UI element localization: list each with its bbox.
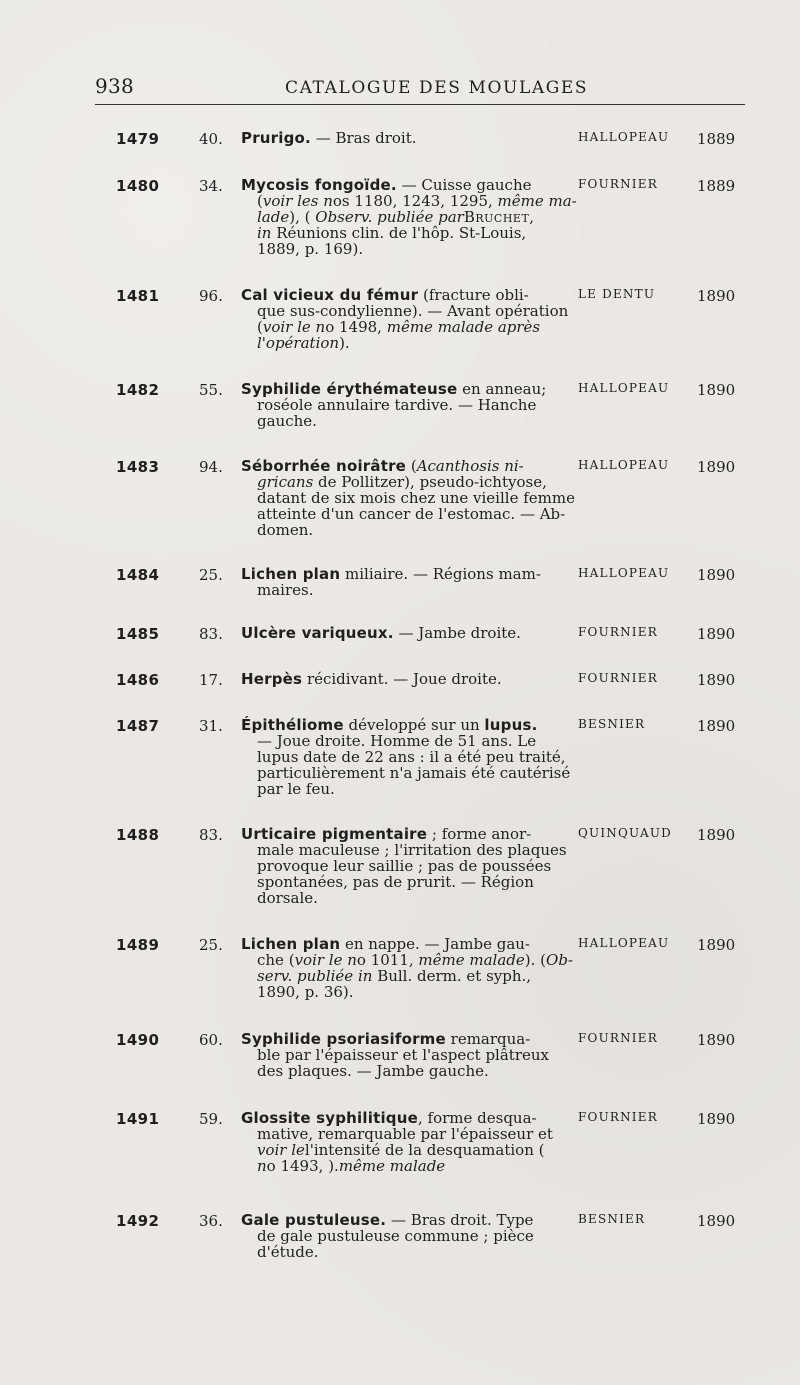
description-text: l'intensité de la desquamation (: [304, 1141, 545, 1159]
description-line: [241, 413, 558, 429]
description-line: [241, 717, 558, 733]
description-text: récidivant. — Joue droite.: [302, 670, 502, 688]
description-text: (: [406, 457, 417, 475]
entry-year: 1889: [697, 177, 736, 195]
description-text: maires.: [257, 581, 314, 599]
entry-id: 1485: [116, 625, 160, 643]
entry-id: 1487: [116, 717, 160, 735]
description-text: de gale pustuleuse commune ; pièce: [257, 1227, 534, 1245]
description-text: provoque leur saillie ; pas de poussées: [257, 857, 552, 875]
entry-year: 1890: [697, 1212, 736, 1230]
description-text: en nappe. — Jambe gau-: [340, 935, 530, 953]
entry-number: 83.: [199, 625, 223, 643]
entry-year: 1890: [697, 717, 736, 735]
description-line: [241, 781, 558, 797]
entry-year: 1890: [697, 287, 736, 305]
italic-text: Acanthosis ni-: [416, 457, 524, 475]
entry-description: [241, 130, 558, 146]
description-line: [241, 397, 558, 413]
italic-text: même ma-: [497, 192, 577, 210]
description-text: che (: [257, 951, 295, 969]
entry-id: 1483: [116, 458, 160, 476]
description-line: [241, 1126, 558, 1142]
entry-number: 59.: [199, 1110, 223, 1128]
description-line: [241, 130, 558, 146]
description-line: [241, 951, 573, 969]
entry-year: 1890: [697, 566, 736, 584]
description-line: [241, 225, 558, 241]
entry-description: [241, 176, 577, 258]
entry-id: 1486: [116, 671, 160, 689]
entry-year: 1890: [697, 1031, 736, 1049]
description-text: roséole annulaire tardive. — Hanche: [257, 396, 537, 414]
entry-year: 1890: [697, 936, 736, 954]
description-line: [241, 209, 558, 225]
author-name: BESNIER: [578, 1212, 646, 1226]
description-text: des plaques. — Jambe gauche.: [257, 1062, 489, 1080]
description-text: , forme desqua-: [417, 1109, 537, 1127]
entry-number: 60.: [199, 1031, 223, 1049]
description-line: [241, 1110, 558, 1126]
description-text: développé sur un: [343, 716, 485, 734]
entry-id: 1481: [116, 287, 160, 305]
description-text: o 1498,: [325, 318, 387, 336]
condition-name: Mycosis fongoïde.: [241, 176, 397, 194]
description-text: ble par l'épaisseur et l'aspect plâtreux: [257, 1046, 549, 1064]
description-line: [241, 1212, 558, 1228]
italic-text: Ob-: [546, 951, 573, 969]
entry-id: 1479: [116, 130, 160, 148]
entry-year: 1890: [697, 381, 736, 399]
entry-id: 1489: [116, 936, 160, 954]
entry-id: 1490: [116, 1031, 160, 1049]
italic-text: même malade après: [386, 318, 541, 336]
description-line: [241, 671, 558, 687]
description-text: — Bras droit. Type: [386, 1211, 534, 1229]
italic-text: même malade: [338, 1157, 446, 1175]
description-text: ).: [339, 334, 350, 352]
entry-number: 94.: [199, 458, 223, 476]
author-name: HALLOPEAU: [578, 458, 670, 472]
author-name: BESNIER: [578, 717, 646, 731]
description-text: Réunions clin. de l'hôp. St-Louis,: [271, 224, 527, 242]
entry-description: [241, 286, 569, 352]
entry-year: 1889: [697, 130, 736, 148]
description-text: d'étude.: [257, 1243, 319, 1261]
entry-year: 1890: [697, 826, 736, 844]
description-text: miliaire. — Régions mam-: [340, 565, 541, 583]
description-text: remarqua-: [445, 1030, 531, 1048]
description-line: [241, 582, 558, 598]
description-line: [241, 505, 566, 523]
description-text: Bull. derm. et syph.,: [372, 967, 532, 985]
description-line: [241, 335, 558, 351]
author-name: QUINQUAUD: [578, 826, 672, 840]
description-text: de Pollitzer), pseudo-ichtyose,: [313, 473, 547, 491]
author-name: HALLOPEAU: [578, 566, 670, 580]
description-text: gauche.: [257, 412, 317, 430]
author-name: FOURNIER: [578, 177, 658, 191]
description-text: (: [257, 192, 263, 210]
entry-number: 40.: [199, 130, 223, 148]
entry-id: 1482: [116, 381, 160, 399]
condition-name: Lichen plan: [241, 565, 341, 583]
description-text: — Bras droit.: [310, 129, 417, 147]
condition-name: Herpès: [241, 670, 303, 688]
italic-text: Observ. publiée par: [315, 208, 464, 226]
italic-text: voir le n: [294, 951, 357, 969]
author-name: Bruchet,: [463, 208, 535, 226]
description-line: [241, 748, 566, 766]
condition-name: Syphilide psoriasiforme: [241, 1030, 446, 1048]
description-line: [241, 890, 558, 906]
entry-description: [241, 1212, 558, 1260]
description-line: [241, 458, 558, 474]
entry-id: 1488: [116, 826, 160, 844]
description-text: ).: [328, 1157, 339, 1175]
entry-number: 36.: [199, 1212, 223, 1230]
entry-number: 83.: [199, 826, 223, 844]
condition-name: Syphilide érythémateuse: [241, 380, 458, 398]
header-rule: [95, 104, 745, 105]
description-line: [241, 381, 558, 397]
author-name: FOURNIER: [578, 1031, 658, 1045]
description-text: ; forme anor-: [427, 825, 532, 843]
entry-number: 17.: [199, 671, 223, 689]
entry-id: 1492: [116, 1212, 160, 1230]
italic-text: in: [257, 224, 272, 242]
description-text: particulièrement n'a jamais été cautérisé: [257, 764, 571, 782]
condition-name: Prurigo.: [241, 129, 311, 147]
description-text: — Joue droite. Homme de 51 ans. Le: [257, 732, 537, 750]
description-text: (fracture obli-: [418, 286, 529, 304]
italic-text: voir le: [257, 1141, 305, 1159]
description-text: ), (: [289, 208, 311, 226]
description-text: en anneau;: [457, 380, 547, 398]
author-name: FOURNIER: [578, 1110, 658, 1124]
description-text: 1890, p. 36).: [257, 983, 354, 1001]
page-header: [95, 74, 745, 104]
description-line: [241, 841, 567, 859]
description-text: os 1180, 1243, 1295,: [332, 192, 498, 210]
entry-description: [241, 625, 558, 641]
description-line: [241, 1031, 558, 1047]
running-title: CATALOGUE DES MOULAGES: [285, 78, 589, 98]
italic-text: voir les n: [262, 192, 333, 210]
entry-description: [241, 825, 567, 907]
condition-name: Épithéliome: [241, 716, 344, 734]
entry-id: 1491: [116, 1110, 160, 1128]
italic-text: n: [257, 1157, 267, 1175]
description-line: [241, 1142, 558, 1158]
italic-text: lade: [257, 208, 290, 226]
description-line: [241, 733, 558, 749]
condition-name: lupus.: [484, 716, 538, 734]
entry-description: [241, 1110, 558, 1174]
description-text: domen.: [257, 521, 314, 539]
description-text: dorsale.: [257, 889, 318, 907]
description-text: — Jambe droite.: [393, 624, 521, 642]
description-line: [241, 1158, 558, 1174]
description-text: spontanées, pas de prurit. — Région: [257, 873, 534, 891]
description-text: male maculeuse ; l'irritation des plaques: [257, 841, 567, 859]
condition-name: Séborrhée noirâtre: [241, 457, 407, 475]
entry-year: 1890: [697, 1110, 736, 1128]
description-line: [241, 764, 571, 782]
description-line: [241, 968, 558, 984]
entry-description: [241, 716, 571, 798]
description-line: [241, 522, 558, 538]
author-name: FOURNIER: [578, 625, 658, 639]
author-name: HALLOPEAU: [578, 381, 670, 395]
author-name: LE DENTU: [578, 287, 656, 301]
description-text: — Cuisse gauche: [396, 176, 532, 194]
condition-name: Cal vicieux du fémur: [241, 286, 419, 304]
description-line: [241, 984, 558, 1000]
entry-number: 96.: [199, 287, 223, 305]
author-name: HALLOPEAU: [578, 130, 670, 144]
entry-id: 1480: [116, 177, 160, 195]
description-line: [241, 1228, 558, 1244]
italic-text: serv. publiée in: [257, 967, 373, 985]
description-line: [241, 319, 558, 335]
entry-description: [241, 671, 558, 687]
description-text: (: [257, 318, 263, 336]
description-text: atteinte d'un cancer de l'estomac. — Ab-: [257, 505, 566, 523]
description-text: 1889, p. 169).: [257, 240, 364, 258]
description-line: [241, 874, 558, 890]
entry-description: [241, 457, 575, 539]
entry-number: 31.: [199, 717, 223, 735]
description-line: [241, 302, 569, 320]
description-line: [241, 474, 558, 490]
description-text: que sus-condylienne). — Avant opération: [257, 302, 569, 320]
description-line: [241, 1047, 558, 1063]
entry-description: [241, 566, 558, 598]
condition-name: Glossite syphilitique: [241, 1109, 418, 1127]
description-line: [241, 826, 558, 842]
entry-id: 1484: [116, 566, 160, 584]
description-line: [241, 192, 577, 210]
description-line: [241, 625, 558, 641]
description-line: [241, 858, 558, 874]
condition-name: Gale pustuleuse.: [241, 1211, 387, 1229]
entry-year: 1890: [697, 671, 736, 689]
description-text: ). (: [524, 951, 547, 969]
entry-number: 34.: [199, 177, 223, 195]
entry-number: 25.: [199, 936, 223, 954]
entry-year: 1890: [697, 458, 736, 476]
condition-name: Ulcère variqueux.: [241, 624, 394, 642]
entry-number: 25.: [199, 566, 223, 584]
description-text: par le feu.: [257, 780, 335, 798]
description-line: [241, 177, 558, 193]
description-text: mative, remarquable par l'épaisseur et: [257, 1125, 553, 1143]
italic-text: même malade: [418, 951, 525, 969]
description-text: o 1011,: [356, 951, 419, 969]
page-number: 938: [95, 74, 135, 98]
description-line: [241, 241, 558, 257]
description-line: [241, 1063, 558, 1079]
entry-year: 1890: [697, 625, 736, 643]
description-text: datant de six mois chez une vieille femme: [257, 489, 575, 507]
italic-text: l'opération: [257, 334, 340, 352]
description-line: [241, 936, 558, 952]
description-line: [241, 1244, 558, 1260]
author-name: HALLOPEAU: [578, 936, 670, 950]
entry-description: [241, 1031, 558, 1079]
entry-number: 55.: [199, 381, 223, 399]
condition-name: Urticaire pigmentaire: [241, 825, 428, 843]
italic-text: voir le n: [262, 318, 326, 336]
entry-description: [241, 381, 558, 429]
entry-description: [241, 935, 573, 1001]
description-line: [241, 489, 575, 507]
description-line: [241, 566, 558, 582]
condition-name: Lichen plan: [241, 935, 341, 953]
description-text: lupus date de 22 ans : il a été peu traité,: [257, 748, 566, 766]
author-name: FOURNIER: [578, 671, 658, 685]
description-text: o 1493,: [266, 1157, 329, 1175]
italic-text: gricans: [257, 473, 314, 491]
description-line: [241, 287, 558, 303]
